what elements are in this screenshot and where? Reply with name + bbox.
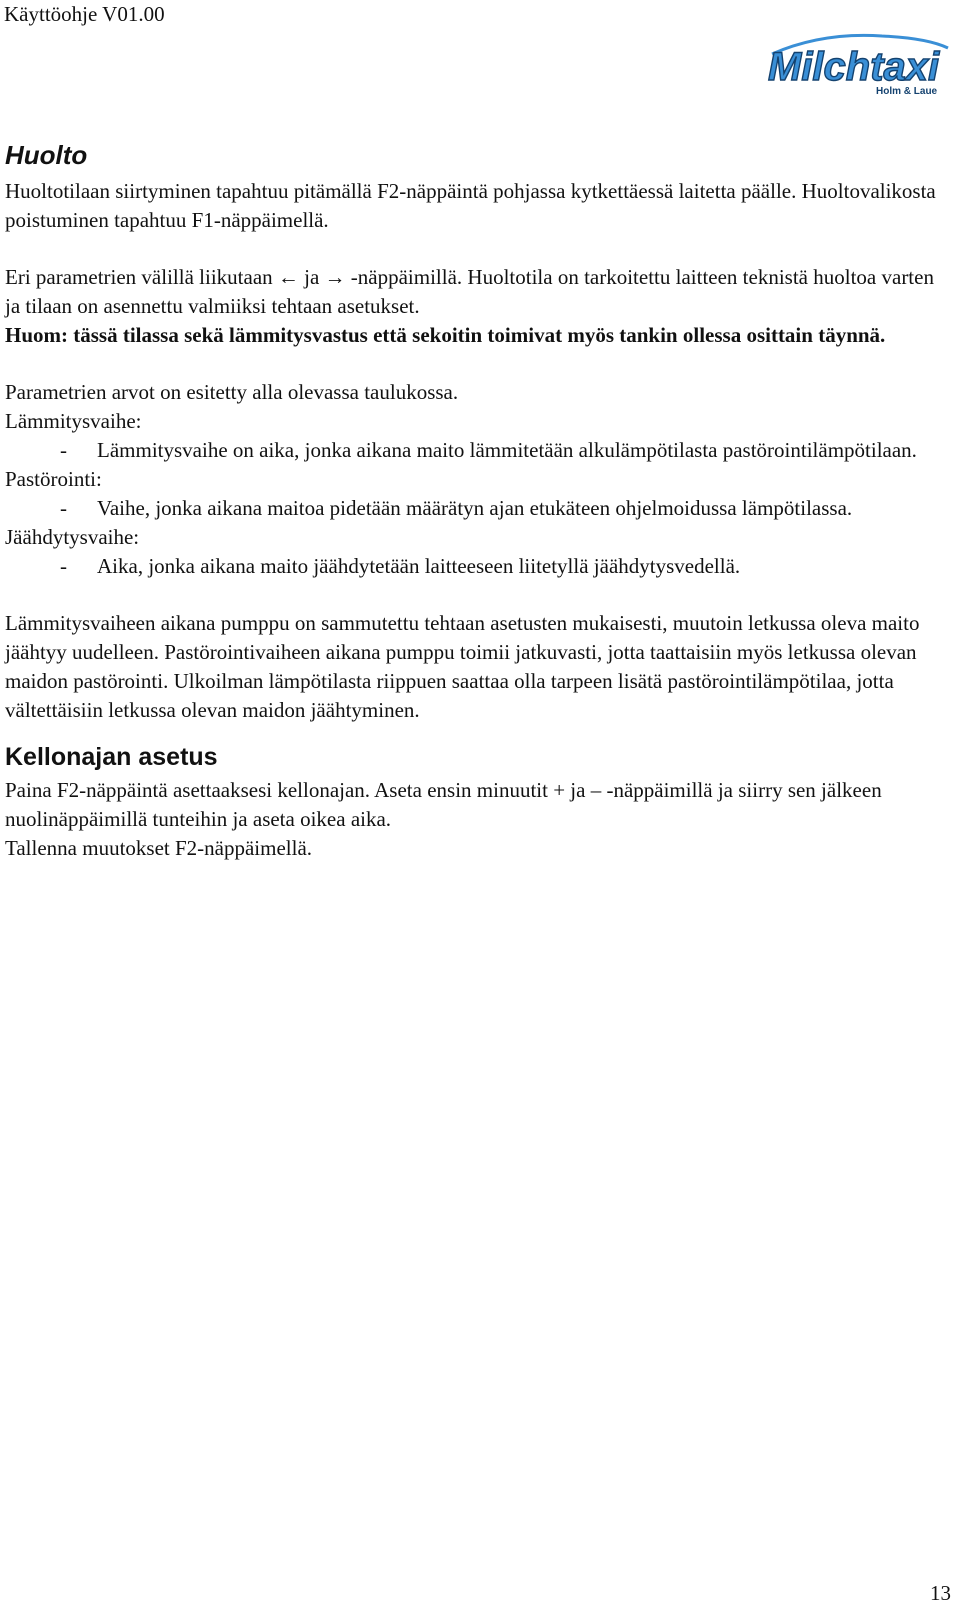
term-label: Jäähdytysvaihe: xyxy=(5,525,140,549)
paragraph: Lämmitysvaiheen aikana pumppu on sammutettu tehtaan asetusten mukaisesti, muutoin letkussa oleva maito jäähtyy uudelleen. Pastörointivaiheen aikana pumppu toimii jatkuvasti, jotta taattaisiin myös letkussa olevan maidon pastörointi. Ulkoilman lämpötilasta riippuen saattaa olla tarpeen lisätä pastörointilämpötilaa, jotta vältettäisiin letkussa olevan maidon jäähtyminen. xyxy=(5,611,920,722)
svg-text:Milchtaxi: Milchtaxi xyxy=(768,45,940,89)
document-title: Käyttöohje V01.00 xyxy=(4,2,165,26)
term-label: Lämmitysvaihe: xyxy=(5,409,142,433)
paragraph: Huoltotilaan siirtyminen tapahtuu pitämällä F2-näppäintä pohjassa kytkettäessä laitetta päälle. Huoltovalikosta poistuminen tapahtuu F1-näppäimellä. xyxy=(5,179,936,232)
list-dash: - xyxy=(60,496,67,520)
paragraph: Parametrien arvot on esitetty alla olevassa taulukossa. xyxy=(5,380,459,404)
term-label: Pastörointi: xyxy=(5,467,102,491)
list-item-text: Lämmitysvaihe on aika, jonka aikana maito lämmitetään alkulämpötilasta pastörointilämpötilaan. xyxy=(97,438,917,462)
paragraph: Paina F2-näppäintä asettaaksesi kellonajan. Aseta ensin minuutit + ja – -näppäimillä ja siirry sen jälkeen nuolinäppäimillä tunteihin ja aseta oikea aika. xyxy=(5,778,882,831)
list-item-text: Aika, jonka aikana maito jäähdytetään laitteeseen liitetyllä jäähdytysvedellä. xyxy=(97,554,741,578)
svg-text:Holm & Laue: Holm & Laue xyxy=(876,86,938,97)
milchtaxi-logo xyxy=(762,24,952,100)
list-item xyxy=(5,552,950,581)
list-item-text: Vaihe, jonka aikana maitoa pidetään määrätyn ajan etukäteen ohjelmoidussa lämpötilassa. xyxy=(97,496,853,520)
paragraph: Tallenna muutokset F2-näppäimellä. xyxy=(5,836,313,860)
list-item xyxy=(5,436,950,465)
document-body xyxy=(5,140,950,863)
paragraph: Eri parametrien välillä liikutaan ← ja → -näppäimillä. Huoltotila on tarkoitettu laitteen teknistä huoltoa varten ja tilaan on asennettu valmiiksi tehtaan asetukset. xyxy=(5,265,934,318)
section-heading-huolto: Huolto xyxy=(5,140,88,170)
list-item xyxy=(5,494,950,523)
page-number: 13 xyxy=(930,1581,951,1605)
section-heading-kellonaika: Kellonajan asetus xyxy=(5,743,218,771)
list-dash: - xyxy=(60,438,67,462)
note-paragraph: Huom: tässä tilassa sekä lämmitysvastus että sekoitin toimivat myös tankin ollessa osittain täynnä. xyxy=(5,323,886,347)
list-dash: - xyxy=(60,554,67,578)
